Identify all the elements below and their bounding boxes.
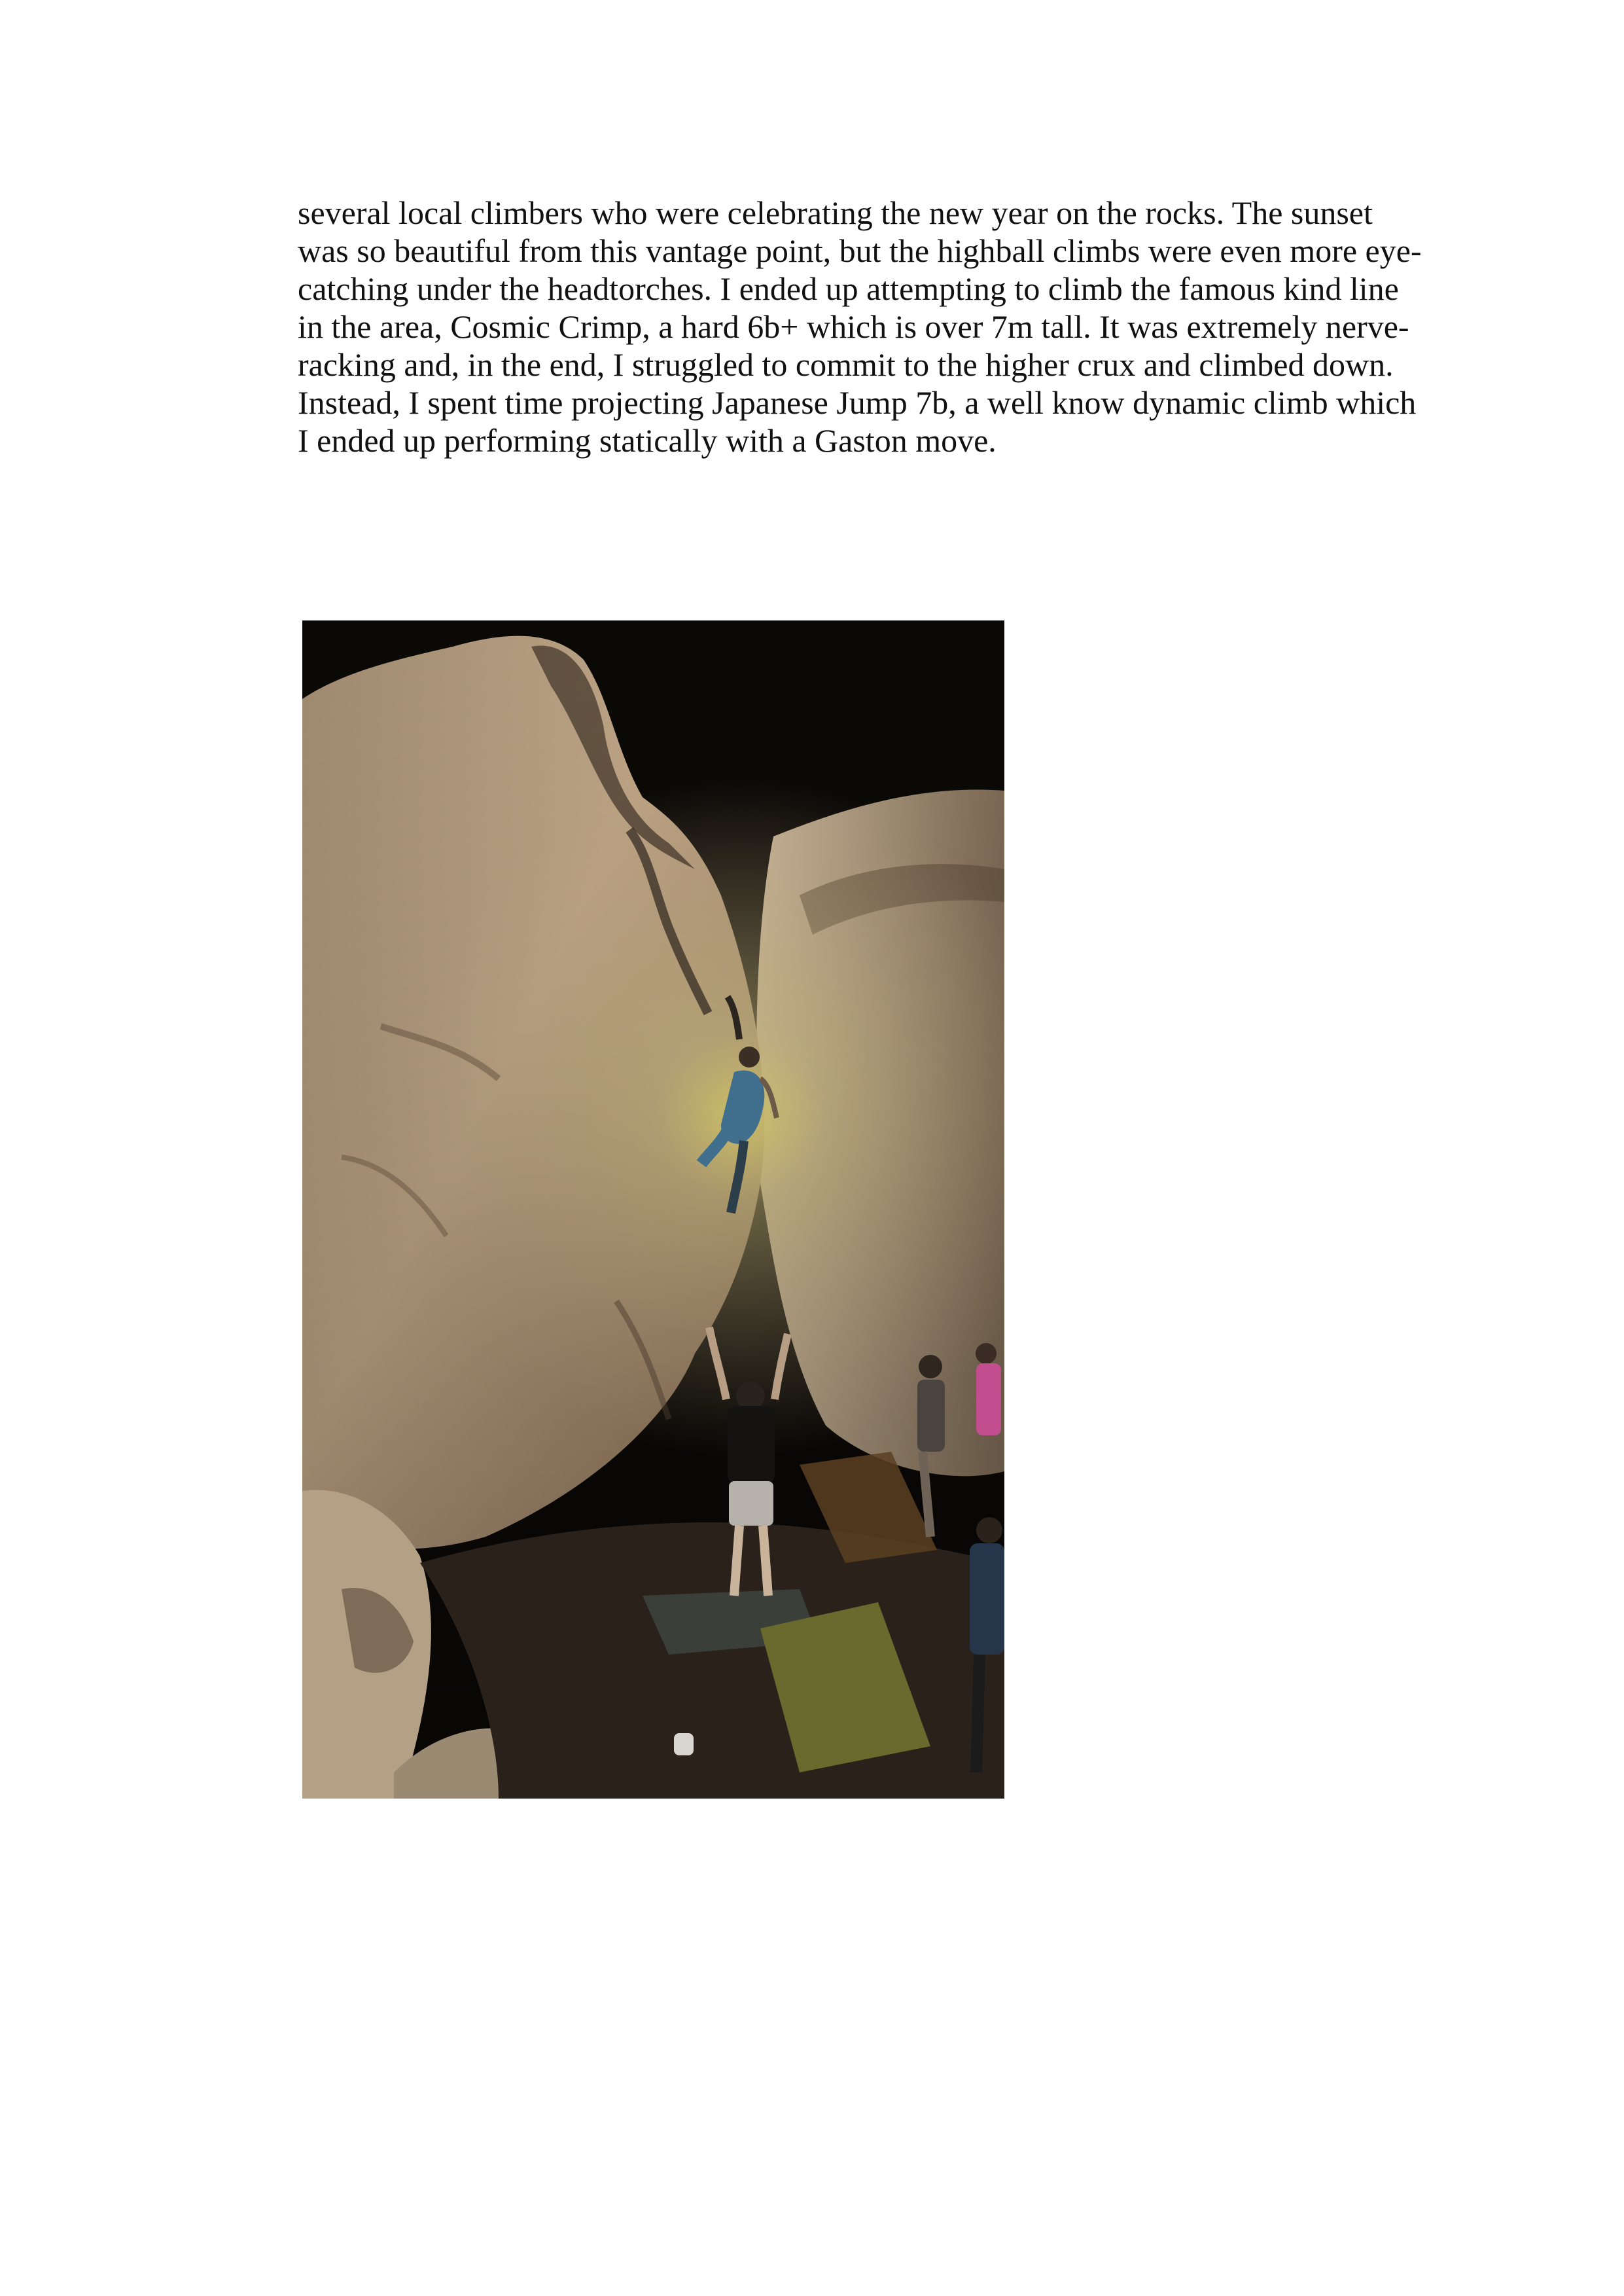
bottle-shape — [674, 1733, 694, 1755]
climbing-photo — [302, 620, 1004, 1799]
body-paragraph — [298, 194, 1449, 459]
paragraph-line: I ended up performing statically with a Gaston move. — [298, 422, 997, 459]
paragraph-line: catching under the headtorches. I ended up attempting to climb the famous kind line — [298, 270, 1399, 307]
paragraph-line: was so beautiful from this vantage point, but the highball climbs were even more eye- — [298, 232, 1422, 269]
paragraph-line: in the area, Cosmic Crimp, a hard 6b+ which is over 7m tall. It was extremely nerve- — [298, 308, 1409, 345]
climbing-photo-illustration — [302, 620, 1004, 1799]
paragraph-line: several local climbers who were celebrating the new year on the rocks. The sunset — [298, 194, 1373, 231]
paragraph-line: racking and, in the end, I struggled to commit to the higher crux and climbed down. — [298, 346, 1394, 383]
paragraph-line: Instead, I spent time projecting Japanese Jump 7b, a well know dynamic climb which — [298, 384, 1417, 421]
